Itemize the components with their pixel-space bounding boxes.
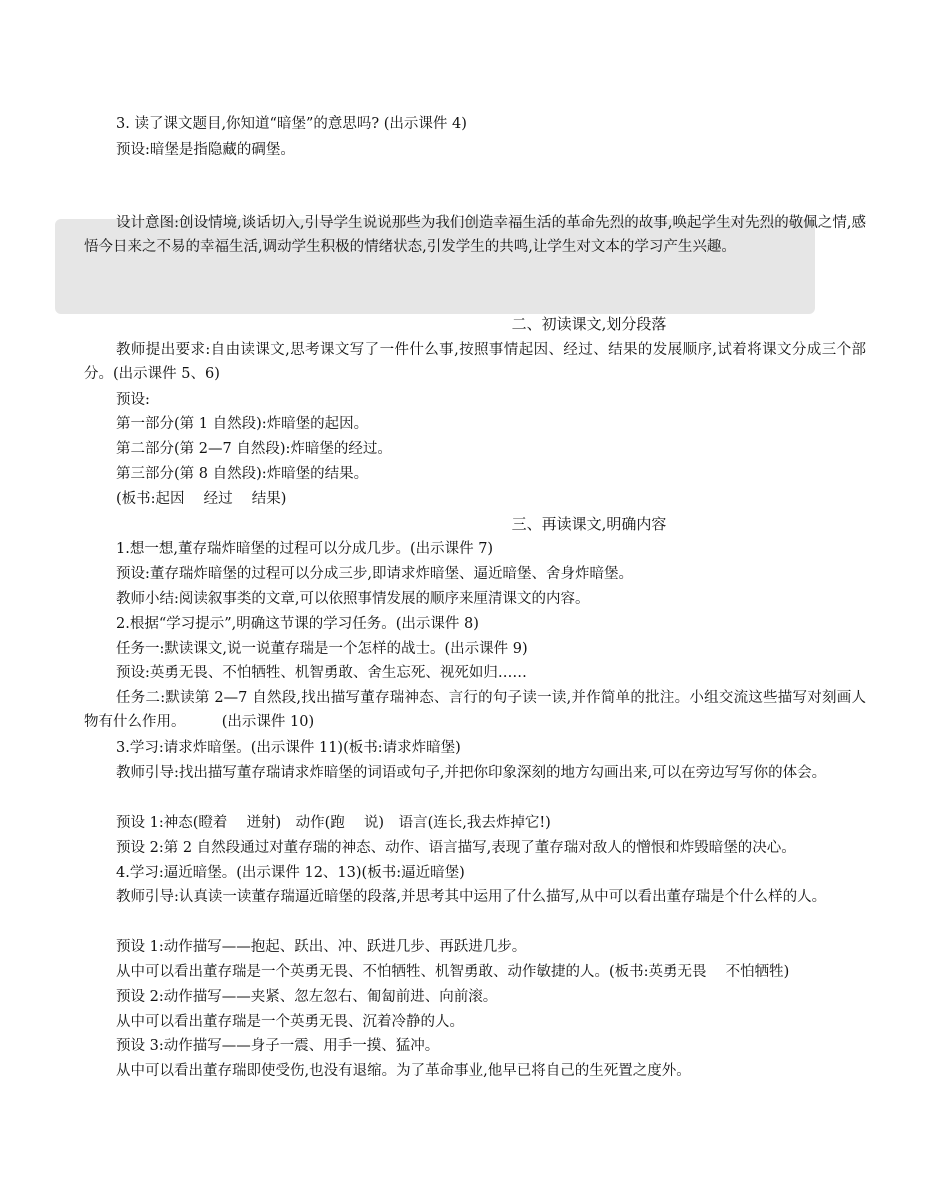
section-3-line: 1.想一想,董存瑞炸暗堡的过程可以分成几步。(出示课件 7)	[116, 541, 494, 557]
section-3-line: 预设:董存瑞炸暗堡的过程可以分成三步,即请求炸暗堡、逼近暗堡、舍身炸暗堡。	[116, 566, 633, 582]
section-2-part: 第三部分(第 8 自然段):炸暗堡的结果。	[116, 466, 369, 482]
learn-4-line: 4.学习:逼近暗堡。(出示课件 12、13)(板书:逼近暗堡)	[116, 865, 465, 881]
section-3-line: 2.根据“学习提示”,明确这节课的学习任务。(出示课件 8)	[116, 616, 479, 632]
section-2-part: 第一部分(第 1 自然段):炸暗堡的起因。	[116, 416, 369, 432]
tail-line: 从中可以看出董存瑞即使受伤,也没有退缩。为了革命事业,他早已将自己的生死置之度外。	[116, 1063, 691, 1079]
tail-line: 预设 1:动作描写——抱起、跃出、冲、跃进几步、再跃进几步。	[116, 939, 527, 955]
intro-question: 3. 读了课文题目,你知道“暗堡”的意思吗? (出示课件 4)	[116, 116, 467, 132]
section-2-part: 第二部分(第 2—7 自然段):炸暗堡的经过。	[116, 441, 392, 457]
preset-3-1: 预设 1:神态(瞪着 迸射) 动作(跑 说) 语言(连长,我去炸掉它!)	[116, 815, 551, 831]
guide-3-text: 教师引导:找出描写董存瑞请求炸暗堡的词语或句子,并把你印象深刻的地方勾画出来,可以在旁边写写你的体会。	[116, 765, 827, 781]
section-3-line: 预设:英勇无畏、不怕牺牲、机智勇敢、舍生忘死、视死如归……	[116, 665, 527, 681]
section-3-line: 任务一:默读课文,说一说董存瑞是一个怎样的战士。(出示课件 9)	[116, 641, 528, 657]
preset-3-2: 预设 2:第 2 自然段通过对董存瑞的神态、动作、语言描写,表现了董存瑞对敌人的憎恨和炸毁暗堡的决心。	[116, 840, 796, 856]
section-2-requirement: 教师提出要求:自由读课文,思考课文写了一件什么事,按照事情起因、经过、结果的发展顺序,试着将课文分成三个部分。(出示课件 5、6)	[84, 342, 866, 382]
design-intent-text: 设计意图:创设情境,谈话切入,引导学生说说那些为我们创造幸福生活的革命先烈的故事,唤起学生对先烈的敬佩之情,感悟今日来之不易的幸福生活,调动学生积极的情绪状态,引发学生的共鸣,让学生对文本的学习产生兴趣。	[84, 215, 866, 255]
section-2-board: (板书:起因 经过 结果)	[116, 491, 287, 507]
section-3-heading: 三、再读课文,明确内容	[511, 515, 667, 533]
tail-line: 预设 3:动作描写——身子一震、用手一摸、猛冲。	[116, 1038, 440, 1054]
intro-preset: 预设:暗堡是指隐藏的碉堡。	[116, 142, 295, 158]
task-2-text: 任务二:默读第 2—7 自然段,找出描写董存瑞神态、言行的句子读一读,并作简单的批注。小组交流这些描写对刻画人物有什么作用。 (出示课件 10)	[84, 690, 866, 730]
tail-line: 预设 2:动作描写——夹紧、忽左忽右、匍匐前进、向前滚。	[116, 989, 498, 1005]
guide-4-text: 教师引导:认真读一读董存瑞逼近暗堡的段落,并思考其中运用了什么描写,从中可以看出董存瑞是个什么样的人。	[116, 889, 827, 905]
section-2-heading: 二、初读课文,划分段落	[511, 315, 667, 333]
section-3-line: 教师小结:阅读叙事类的文章,可以依照事情发展的顺序来厘清课文的内容。	[116, 591, 590, 607]
learn-3-line: 3.学习:请求炸暗堡。(出示课件 11)(板书:请求炸暗堡)	[116, 740, 461, 756]
section-2-preset-label: 预设:	[116, 392, 150, 408]
tail-line: 从中可以看出董存瑞是一个英勇无畏、不怕牺牲、机智勇敢、动作敏捷的人。(板书:英勇无畏 不怕牺牲)	[116, 964, 790, 980]
tail-line: 从中可以看出董存瑞是一个英勇无畏、沉着冷静的人。	[116, 1014, 464, 1030]
